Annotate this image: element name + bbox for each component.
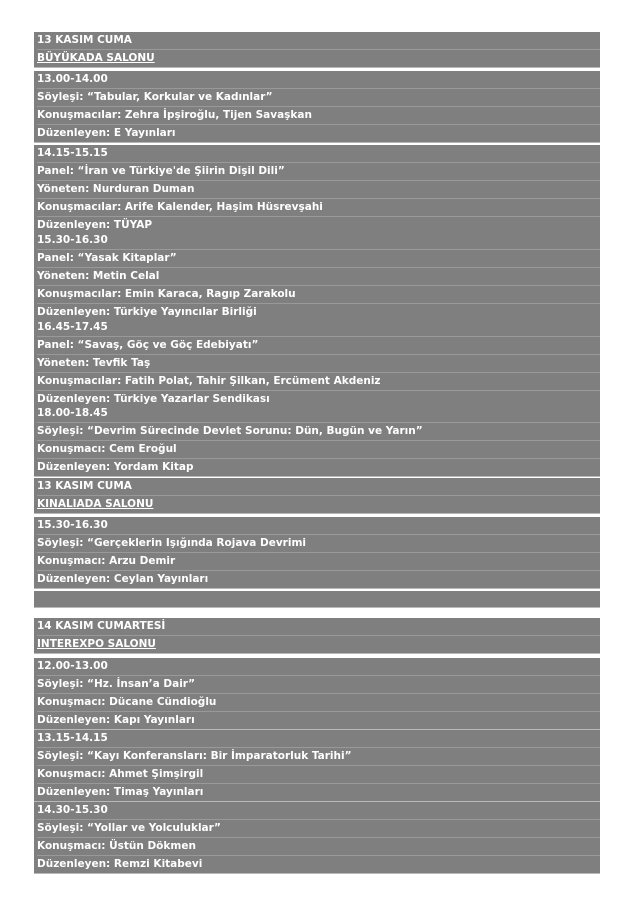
session-block: [34, 71, 600, 143]
session-speakers: Konuşmacılar: Fatih Polat, Tahir Şilkan, Ercüment Akdeniz: [37, 372, 600, 390]
session-moderator: Yöneten: Metin Celal: [37, 267, 600, 285]
session-time: 14.30-15.30: [37, 804, 108, 816]
section-header: [34, 478, 600, 514]
session-speakers: Konuşmacı: Cem Eroğul: [37, 440, 600, 458]
day-label: 13 KASIM CUMA: [37, 34, 132, 46]
session-time: 13.00-14.00: [37, 73, 108, 85]
session-time: 18.00-18.45: [37, 407, 108, 419]
day-label: 14 KASIM CUMARTESİ: [37, 620, 166, 632]
session-title: Söyleşi: “Gerçeklerin Işığında Rojava Devrimi: [37, 534, 600, 552]
session-organizer: Düzenleyen: TÜYAP: [37, 216, 600, 234]
session-speakers: Konuşmacı: Arzu Demir: [37, 552, 600, 570]
spacer-bar: [34, 591, 600, 608]
session-block: [34, 517, 600, 589]
session-time: 16.45-17.45: [37, 321, 108, 333]
section-header: [34, 618, 600, 654]
session-block: [34, 802, 600, 874]
session-speakers: Konuşmacı: Üstün Dökmen: [37, 837, 600, 855]
session-speakers: Konuşmacılar: Arife Kalender, Haşim Hüsrevşahi: [37, 198, 600, 216]
session-title: Panel: “Savaş, Göç ve Göç Edebiyatı”: [37, 336, 600, 354]
session-block: [34, 405, 600, 477]
section-header: [34, 32, 600, 68]
session-block: [34, 658, 600, 730]
day-label: 13 KASIM CUMA: [37, 480, 132, 492]
hall-label: KINALIADA SALONU: [37, 495, 600, 513]
session-speakers: Konuşmacı: Ahmet Şimşirgil: [37, 765, 600, 783]
session-title: Söyleşi: “Tabular, Korkular ve Kadınlar”: [37, 88, 600, 106]
session-title: Söyleşi: “Yollar ve Yolculuklar”: [37, 819, 600, 837]
session-title: Panel: “Yasak Kitaplar”: [37, 249, 600, 267]
session-organizer: Düzenleyen: Ceylan Yayınları: [37, 570, 600, 588]
session-moderator: Yöneten: Nurduran Duman: [37, 180, 600, 198]
session-organizer: Düzenleyen: Türkiye Yayıncılar Birliği: [37, 303, 600, 321]
session-organizer: Düzenleyen: Remzi Kitabevi: [37, 855, 600, 873]
session-speakers: Konuşmacılar: Emin Karaca, Ragıp Zarakolu: [37, 285, 600, 303]
session-moderator: Yöneten: Tevfik Taş: [37, 354, 600, 372]
session-time: 14.15-15.15: [37, 147, 108, 159]
session-time: 15.30-16.30: [37, 519, 108, 531]
session-block: [34, 730, 600, 802]
session-time: 15.30-16.30: [37, 234, 108, 246]
session-block: [34, 145, 600, 235]
session-title: Panel: “İran ve Türkiye'de Şiirin Dişil Dili”: [37, 162, 600, 180]
session-block: [34, 319, 600, 409]
session-organizer: Düzenleyen: Timaş Yayınları: [37, 783, 600, 801]
session-organizer: Düzenleyen: E Yayınları: [37, 124, 600, 142]
hall-label: BÜYÜKADA SALONU: [37, 49, 600, 67]
session-time: 13.15-14.15: [37, 732, 108, 744]
session-organizer: Düzenleyen: Türkiye Yazarlar Sendikası: [37, 390, 600, 408]
session-block: [34, 232, 600, 322]
session-organizer: Düzenleyen: Kapı Yayınları: [37, 711, 600, 729]
session-organizer: Düzenleyen: Yordam Kitap: [37, 458, 600, 476]
session-speakers: Konuşmacı: Dücane Cündioğlu: [37, 693, 600, 711]
hall-label: INTEREXPO SALONU: [37, 635, 600, 653]
session-title: Söyleşi: “Hz. İnsan’a Dair”: [37, 675, 600, 693]
session-title: Söyleşi: “Devrim Sürecinde Devlet Sorunu: Dün, Bugün ve Yarın”: [37, 422, 600, 440]
session-title: Söyleşi: “Kayı Konferansları: Bir İmparatorluk Tarihi”: [37, 747, 600, 765]
session-speakers: Konuşmacılar: Zehra İpşiroğlu, Tijen Savaşkan: [37, 106, 600, 124]
session-time: 12.00-13.00: [37, 660, 108, 672]
